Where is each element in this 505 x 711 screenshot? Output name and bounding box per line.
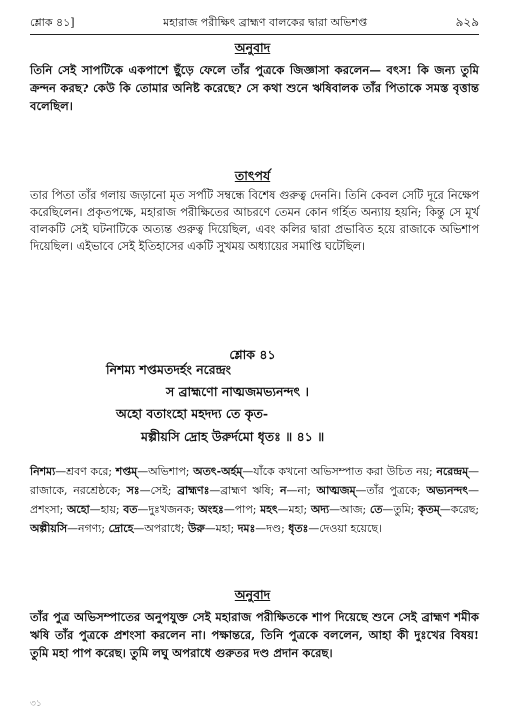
synonym-meaning: সেই;	[150, 484, 172, 497]
footer-mark: ৩১	[30, 699, 42, 709]
page-number: ৯২৯	[455, 15, 479, 29]
translation-heading-2: অনুবাদ	[234, 587, 271, 602]
synonym-term: আত্মজম্	[316, 484, 356, 497]
synonym-meaning: করেছ;	[450, 503, 479, 516]
synonym-term: বত	[123, 503, 138, 516]
synonym-term: দ্রোহে	[108, 522, 134, 535]
synonym-term: কৃতম্	[418, 503, 440, 516]
verse-number: শ্লোক ৪১	[229, 347, 276, 362]
synonym-term: অভ্যনন্দৎ	[426, 484, 469, 497]
synonym-meaning: মহা;	[215, 522, 235, 535]
purport-heading: তাৎপর্য	[234, 168, 271, 183]
synonym-term: অংহঃ	[198, 503, 224, 516]
synonym-meaning: অপরাধে;	[144, 522, 185, 535]
synonym-meaning: দুঃখজনক;	[148, 503, 195, 516]
synonym-term: অতৎ-অর্হম্	[193, 465, 243, 478]
synonym-term: শপ্তম্	[115, 465, 138, 478]
synonym-meaning: না;	[297, 484, 311, 497]
synonym-term: অদ্য	[310, 503, 330, 516]
synonym-meaning: যাঁকে কখনো অভিসম্পাত করা উচিত নয়;	[253, 465, 433, 478]
synonym-meaning: রাজাকে, নরশ্রেষ্ঠকে;	[30, 484, 121, 497]
synonym-meaning: হায়;	[100, 503, 120, 516]
purport-text: তার পিতা তাঁর গলায় জড়ানো মৃত সর্পটি সম্বন্ধে বিশেষ গুরুত্ব দেননি। তিনি কেবল সেটি দূরে নিক্ষেপ করেছিলেন। প্রকৃতপক্ষে, মহারাজ পরীক্ষিতের আচরণে তেমন কোন গর্হিত অন্যায় হয়নি; কিন্তু সে মূর্খ বালকটি সেই ঘটনাটিকে অত্যন্ত গুরুত্ব দিয়েছিল, এবং কলির দ্বারা প্রভাবিত হয়ে রাজাকে অভিশাপ দিয়েছিল। এইভাবে সেই ইতিহাসের একটি সুখময় অধ্যায়ের সমাপ্তি ঘটেছিল।	[30, 189, 479, 253]
verse-line-3: অহো বতাংহো মহদদ্য তে কৃত-	[116, 406, 269, 421]
synonym-term: ধৃতঃ	[288, 522, 309, 535]
synonyms-paragraph: নিশম্য—শ্রবণ করে; শপ্তম্—অভিশাপ; অতৎ-অর্হম্—যাঁকে কখনো অভিসম্পাত করা উচিত নয়; নরেন্দ্রম্—রাজাকে, নরশ্রেষ্ঠকে; সঃ—সেই; ব্রাহ্মণঃ—ব্রাহ্মণ ঋষি; ন—না; আত্মজম্—তাঁর পুত্রকে; অভ্যনন্দৎ—প্রশংসা; অহো—হায়; বত—দুঃখজনক; অংহঃ—পাপ; মহৎ—মহা; অদ্য—আজ; তে—তুমি; কৃতম্—করেছ; অল্পীয়সি—নগণ্য; দ্রোহে—অপরাধে; উরু—মহা; দমঃ—দণ্ড; ধৃতঃ—দেওয়া হয়েছে।	[30, 465, 480, 535]
synonym-meaning: প্রশংসা;	[30, 503, 64, 516]
header-chapter-title: মহারাজ পরীক্ষিৎ ব্রাহ্মণ বালকের দ্বারা অভিশপ্ত	[163, 16, 368, 29]
synonym-meaning: দেওয়া হয়েছে।	[319, 522, 382, 535]
synonym-term: তে	[369, 503, 383, 516]
synonym-meaning: ব্রাহ্মণ ঋষি;	[220, 484, 275, 497]
synonym-term: নরেন্দ্রম্	[436, 465, 469, 478]
running-header	[30, 14, 479, 34]
translation-text: তিনি সেই সাপটিকে একপাশে ছুঁড়ে ফেলে তাঁর পুত্রকে জিজ্ঞাসা করলেন— বৎস! কি জন্য তুমি ক্রন্দন করছ? কেউ কি তোমার অনিষ্ট করেছে? সে কথা শুনে ঋষিবালক তাঁর পিতাকে সমস্ত বৃত্তান্ত বলেছিল।	[30, 63, 479, 113]
synonym-term: দমঃ	[237, 522, 256, 535]
synonym-term: ন	[280, 484, 287, 497]
synonym-meaning: তুমি;	[393, 503, 415, 516]
synonym-term: উরু	[187, 522, 205, 535]
synonym-meaning: আজ;	[340, 503, 367, 516]
synonym-meaning: শ্রবণ করে;	[66, 465, 113, 478]
synonym-term: মহৎ	[260, 503, 278, 516]
synonym-term: অল্পীয়সি	[30, 522, 68, 535]
synonym-term: অহো	[66, 503, 90, 516]
synonym-term: ব্রাহ্মণঃ	[177, 484, 210, 497]
synonym-meaning: মহা;	[288, 503, 308, 516]
verse-line-2: স ব্রাহ্মণো নাত্মজমভ্যনন্দৎ ।	[166, 384, 310, 399]
header-rule	[30, 34, 479, 35]
synonym-meaning: অভিশাপ;	[148, 465, 190, 478]
verse-line-1: নিশম্য শপ্তমতদর্হং নরেন্দ্রং	[106, 362, 232, 377]
verse-line-4: মল্পীয়সি দ্রোহ উরুর্দমো ধৃতঃ ॥ ৪১ ॥	[141, 429, 325, 444]
synonym-meaning: পাপ;	[234, 503, 257, 516]
synonym-term: সঃ	[126, 484, 140, 497]
synonym-meaning: তাঁর পুত্রকে;	[366, 484, 421, 497]
synonym-term: নিশম্য	[30, 465, 56, 478]
translation-text-2: তাঁর পুত্র অভিসম্পাতের অনুপযুক্ত সেই মহারাজ পরীক্ষিতকে শাপ দিয়েছে শুনে সেই ব্রাহ্মণ শমীক ঋষি তাঁর পুত্রকে প্রশংসা করলেন না। পক্ষান্তরে, তিনি পুত্রকে বললেন, আহা কী দুঃখের বিষয়! তুমি মহা পাপ করেছ। তুমি লঘু অপরাধে গুরুতর দণ্ড প্রদান করেছ।	[30, 610, 479, 660]
synonym-meaning: নগণ্য;	[77, 522, 106, 535]
translation-heading: অনুবাদ	[234, 40, 271, 55]
header-verse-ref: শ্লোক ৪১]	[30, 16, 75, 29]
synonym-meaning: দণ্ড;	[266, 522, 285, 535]
